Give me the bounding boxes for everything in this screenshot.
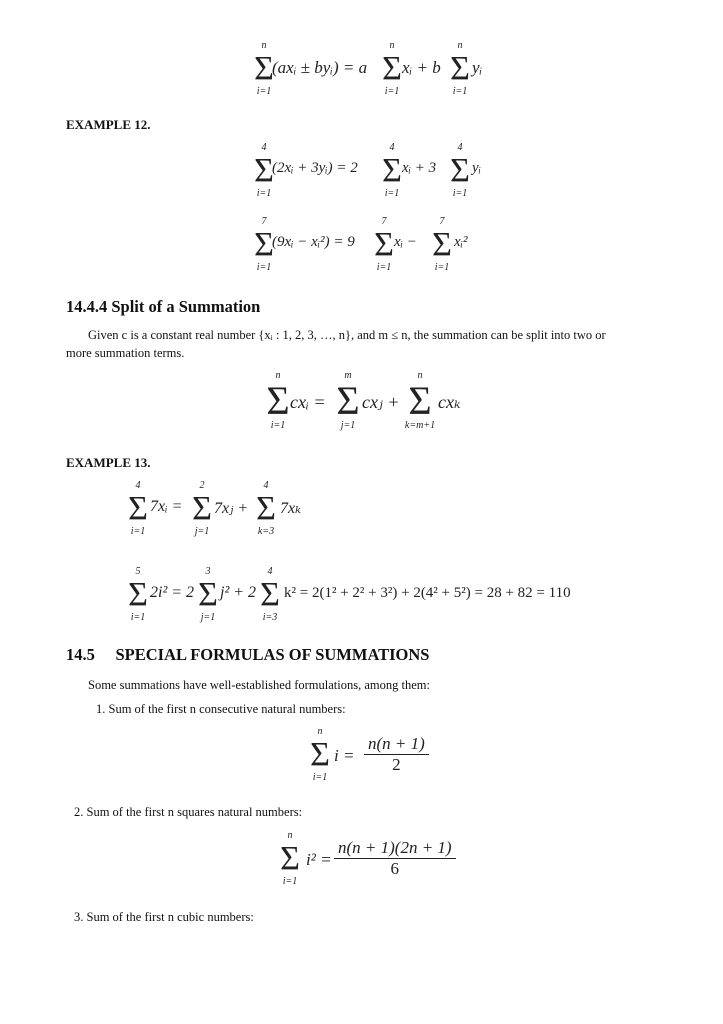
formula-term: (2xᵢ + 3yᵢ) = 2	[272, 160, 358, 176]
formula-sum-natural	[300, 726, 440, 796]
sigma-lower: i=1	[384, 86, 400, 97]
sigma-1: 4 Σ i=1	[118, 480, 158, 538]
example-12-eq1	[244, 142, 504, 208]
sigma-upper: n	[261, 40, 267, 51]
sigma-lower: i=1	[452, 188, 468, 199]
sigma-lower: i=1	[384, 188, 400, 199]
fraction-denominator: 6	[390, 859, 400, 878]
sigma-lower: j=1	[194, 526, 210, 537]
fraction	[334, 838, 456, 879]
sigma-3: 4 Σ i=1	[440, 142, 480, 200]
sigma-3: n Σ k=m+1	[400, 370, 440, 432]
sigma-lower: i=1	[452, 86, 468, 97]
fraction-numerator: n(n + 1)(2n + 1)	[334, 838, 456, 859]
paragraph-line: Given c is a constant real number {xᵢ : 1, 2, 3, …, n}, and m ≤ n, the summation can be split into two or	[88, 328, 606, 342]
formula-split	[258, 370, 488, 440]
formula-term: (9xᵢ − xᵢ²) = 9	[272, 234, 355, 250]
sigma-upper: 7	[381, 216, 387, 227]
sigma-lower: j=1	[340, 420, 356, 431]
sigma-upper: 4	[267, 566, 273, 577]
sigma-upper: 7	[261, 216, 267, 227]
fraction-denominator: 2	[392, 755, 401, 774]
sigma-3: 7 Σ i=1	[422, 216, 462, 274]
example-12-eq2	[244, 216, 504, 282]
formula-term: cxᵢ =	[290, 392, 326, 412]
sigma-lower: k=3	[257, 526, 275, 537]
sigma-1: 4 Σ i=1	[244, 142, 284, 200]
sigma-3: 4 Σ k=3	[246, 480, 286, 538]
sigma-1: n Σ i=1	[258, 370, 298, 432]
formula-term: (axᵢ ± byᵢ) = a	[272, 58, 368, 77]
formula-linearity	[244, 40, 494, 106]
sigma-lower: i=1	[256, 86, 272, 97]
paragraph-line: more summation terms.	[66, 346, 185, 360]
section-heading-14-5: 14.5 SPECIAL FORMULAS OF SUMMATIONS	[66, 645, 430, 664]
formula-term: i =	[334, 746, 355, 765]
formula-term: yᵢ	[472, 160, 482, 176]
sigma-upper: 3	[205, 566, 211, 577]
sigma-1: 5 Σ i=1	[118, 566, 158, 624]
sigma-upper: n	[457, 40, 463, 51]
sigma-lower: i=1	[130, 612, 146, 623]
sigma-lower: i=1	[312, 772, 328, 783]
sigma-1: n Σ i=1	[244, 40, 284, 98]
sigma-upper: n	[275, 370, 281, 381]
list-item-3: 3. Sum of the first n cubic numbers:	[74, 910, 254, 924]
formula-term: j² + 2	[220, 584, 257, 601]
sigma-upper: m	[344, 370, 352, 381]
formula-sum-squares	[270, 830, 470, 900]
example-13-eq2	[118, 566, 608, 632]
sigma-lower: i=1	[376, 262, 392, 273]
sigma-upper: 4	[457, 142, 463, 153]
formula-term: 7xᵢ =	[150, 498, 183, 515]
list-item-1: 1. Sum of the first n consecutive natural numbers:	[96, 702, 346, 716]
formula-term: cxₖ	[438, 392, 461, 412]
example-13-eq1	[118, 480, 318, 546]
sigma-upper: n	[317, 726, 323, 737]
formula-term: i² =	[306, 850, 332, 869]
formula-term: yᵢ	[472, 58, 483, 77]
sigma-upper: 4	[261, 142, 267, 153]
sigma-2: 2 Σ j=1	[182, 480, 222, 538]
sigma-upper: n	[287, 830, 293, 841]
fraction	[364, 734, 429, 775]
formula-term: xᵢ −	[394, 234, 417, 250]
sigma-upper: 4	[135, 480, 141, 491]
sigma-lower: i=3	[262, 612, 278, 623]
sigma-3: n Σ i=1	[440, 40, 480, 98]
sigma: n Σ i=1	[300, 726, 340, 784]
sigma-upper: n	[417, 370, 423, 381]
sigma-2: 3 Σ j=1	[188, 566, 228, 624]
paragraph-intro: Some summations have well-established formulations, among them:	[88, 678, 430, 692]
formula-term: xᵢ + 3	[402, 160, 437, 176]
sigma-upper: 5	[135, 566, 141, 577]
sigma-2: 4 Σ i=1	[372, 142, 412, 200]
formula-term: 2i² = 2	[150, 584, 195, 601]
sigma-2: 7 Σ i=1	[364, 216, 404, 274]
formula-term: cxⱼ +	[362, 392, 400, 412]
sigma-lower: k=m+1	[404, 420, 436, 431]
formula-term: xᵢ + b	[402, 58, 441, 77]
sigma: n Σ i=1	[270, 830, 310, 888]
example-13-label: EXAMPLE 13.	[66, 455, 151, 470]
sigma-upper: 4	[389, 142, 395, 153]
sigma-2: m Σ j=1	[328, 370, 368, 432]
sigma-2: n Σ i=1	[372, 40, 412, 98]
sigma-lower: i=1	[256, 188, 272, 199]
formula-term: xᵢ²	[454, 234, 468, 250]
formula-term: 7xₖ	[280, 500, 301, 517]
section-heading-14-4-4: 14.4.4 Split of a Summation	[66, 297, 261, 316]
sigma-3: 4 Σ i=3	[250, 566, 290, 624]
fraction-numerator: n(n + 1)	[364, 734, 429, 755]
sigma-lower: i=1	[130, 526, 146, 537]
list-item-2: 2. Sum of the first n squares natural numbers:	[74, 805, 303, 819]
formula-term: 7xⱼ +	[214, 500, 249, 517]
sigma-lower: j=1	[200, 612, 216, 623]
sigma-lower: i=1	[282, 876, 298, 887]
formula-term: k² = 2(1² + 2² + 3²) + 2(4² + 5²) = 28 + 82 = 110	[284, 585, 571, 601]
sigma-1: 7 Σ i=1	[244, 216, 284, 274]
sigma-upper: n	[389, 40, 395, 51]
sigma-upper: 4	[263, 480, 269, 491]
sigma-upper: 7	[439, 216, 445, 227]
sigma-lower: i=1	[434, 262, 450, 273]
sigma-upper: 2	[199, 480, 205, 491]
example-12-label: EXAMPLE 12.	[66, 117, 151, 132]
sigma-lower: i=1	[270, 420, 286, 431]
sigma-lower: i=1	[256, 262, 272, 273]
